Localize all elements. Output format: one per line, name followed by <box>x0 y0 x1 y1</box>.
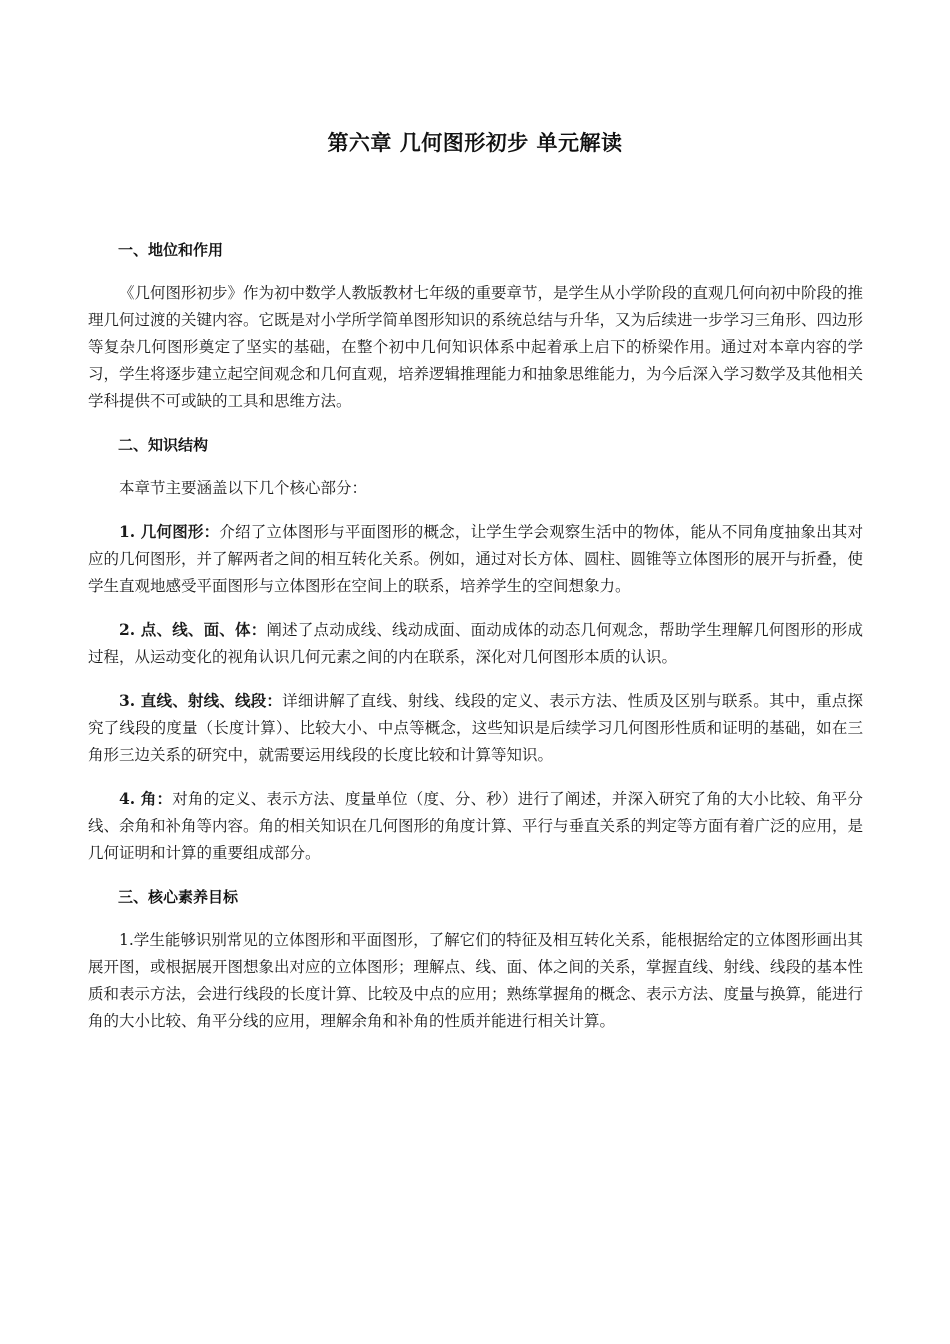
list-item <box>88 687 863 769</box>
list-item-label: 3. 直线、射线、线段： <box>119 691 283 710</box>
document-body <box>88 236 863 1051</box>
section-heading-goals: 三、核心素养目标 <box>118 888 239 906</box>
list-item <box>88 785 863 867</box>
section-intro-structure: 本章节主要涵盖以下几个核心部分： <box>119 479 368 497</box>
section-paragraph-goals: 1.学生能够识别常见的立体图形和平面图形，了解它们的特征及相互转化关系，能根据给定的立体图形画出其展开图，或根据展开图想象出对应的立体图形；理解点、线、面、体之间的关系，掌握直线、射线、线段的基本性质和表示方法，会进行线段的长度计算、比较及中点的应用；熟练掌握角的概念、表示方法、度量与换算，能进行角的大小比较、角平分线的应用，理解余角和补角的性质并能进行相关计算。 <box>88 931 864 1030</box>
list-item-text: 介绍了立体图形与平面图形的概念，让学生学会观察生活中的物体，能从不同角度抽象出其对应的几何图形，并了解两者之间的相互转化关系。例如，通过对长方体、圆柱、圆锥等立体图形的展开与折叠，使学生直观地感受平面图形与立体图形在空间上的联系，培养学生的空间想象力。 <box>88 523 864 595</box>
section-paragraph-position: 《几何图形初步》作为初中数学人教版教材七年级的重要章节，是学生从小学阶段的直观几何向初中阶段的推理几何过渡的关键内容。它既是对小学所学简单图形知识的系统总结与升华，又为后续进一步学习三角形、四边形等复杂几何图形奠定了坚实的基础，在整个初中几何知识体系中起着承上启下的桥梁作用。通过对本章内容的学习，学生将逐步建立起空间观念和几何直观，培养逻辑推理能力和抽象思维能力，为今后深入学习数学及其他相关学科提供不可或缺的工具和思维方法。 <box>88 284 864 410</box>
list-item-text: 对角的定义、表示方法、度量单位（度、分、秒）进行了阐述，并深入研究了角的大小比较、角平分线、余角和补角等内容。角的相关知识在几何图形的角度计算、平行与垂直关系的判定等方面有着广泛的应用，是几何证明和计算的重要组成部分。 <box>88 790 864 862</box>
list-item-label: 2. 点、线、面、体： <box>119 620 267 639</box>
section-heading-position: 一、地位和作用 <box>118 241 224 259</box>
page-title: 第六章 几何图形初步 单元解读 <box>327 131 623 155</box>
list-item-label: 1. 几何图形： <box>119 522 220 541</box>
list-item <box>88 518 863 600</box>
section-heading-structure: 二、知识结构 <box>118 436 209 454</box>
list-item <box>88 616 863 671</box>
list-item-text: 详细讲解了直线、射线、线段的定义、表示方法、性质及区别与联系。其中，重点探究了线段的度量（长度计算）、比较大小、中点等概念，这些知识是后续学习几何图形性质和证明的基础，如在三角形三边关系的研究中，就需要运用线段的长度比较和计算等知识。 <box>88 692 863 764</box>
list-item-label: 4. 角： <box>119 789 173 808</box>
list-item-text: 阐述了点动成线、线动成面、面动成体的动态几何观念，帮助学生理解几何图形的形成过程，从运动变化的视角认识几何元素之间的内在联系，深化对几何图形本质的认识。 <box>88 621 863 666</box>
